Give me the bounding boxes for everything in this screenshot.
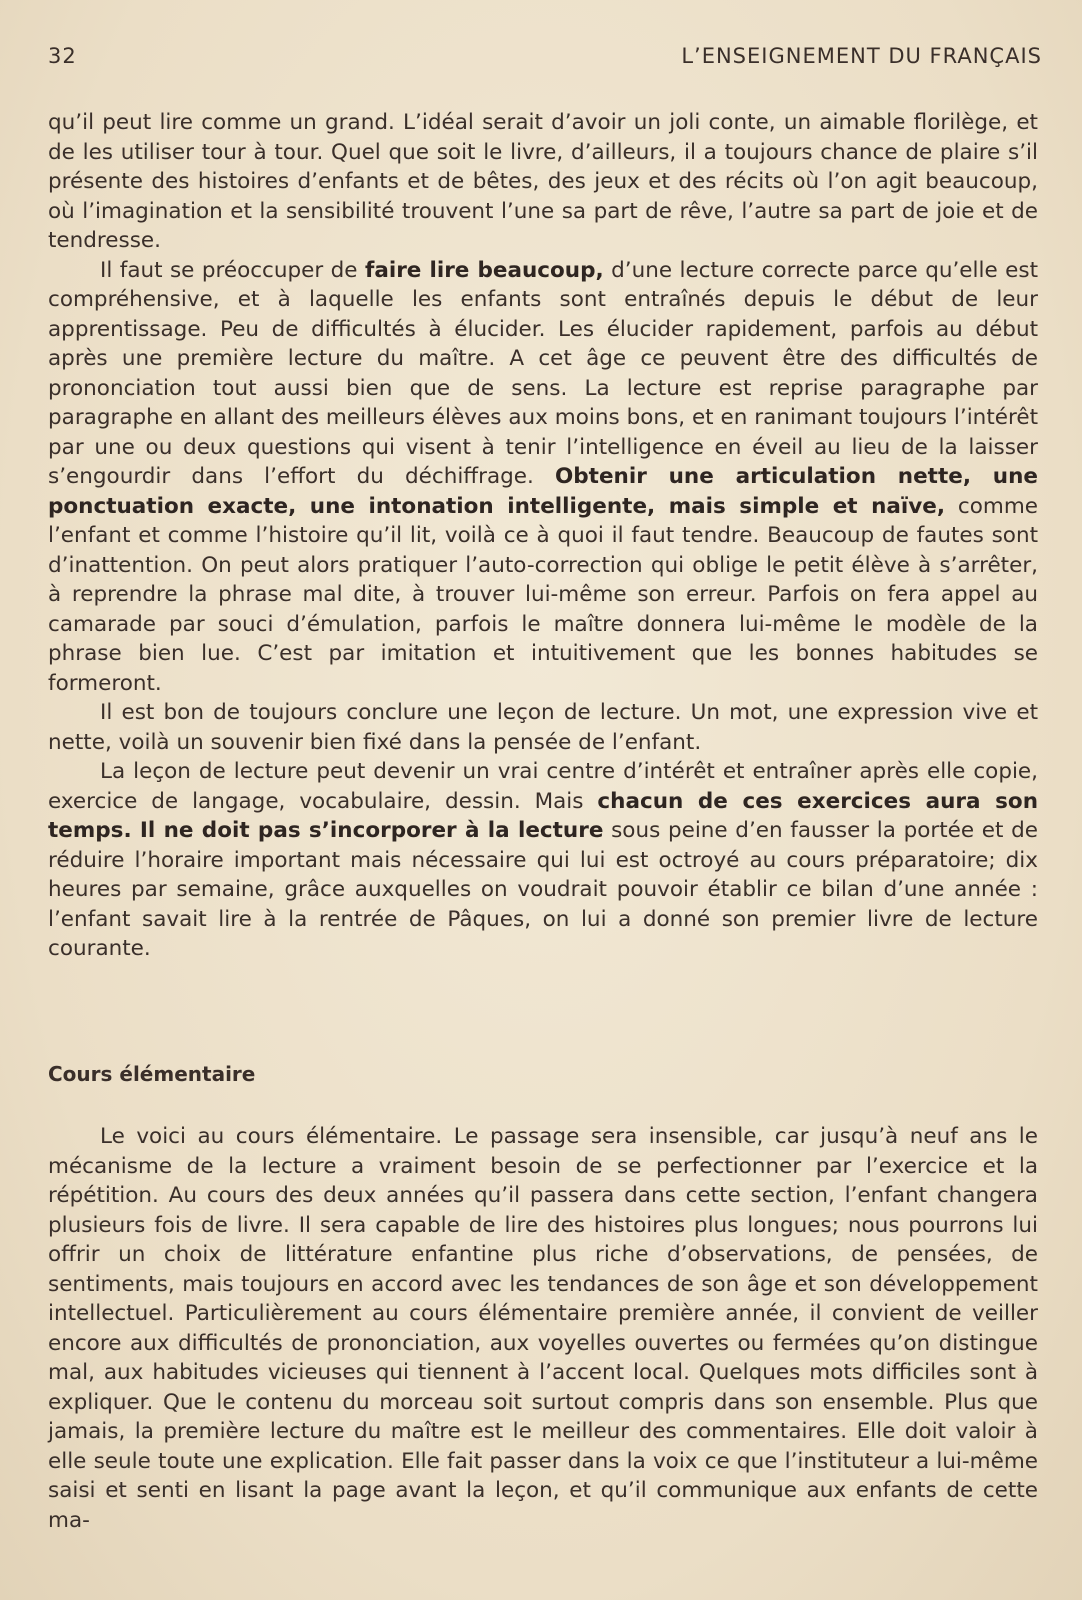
running-title: L’ENSEIGNEMENT DU FRANÇAIS [681,44,1042,68]
paragraph-4-text-a: La leçon de lecture peut devenir un vrai centre d’intérêt et entraîner après elle copie, exercice de langage, vocabulaire, dessin. Mais [48,759,1038,814]
paragraph-2-text-e: comme l’enfant et comme l’histoire qu’il lit, voilà ce à quoi il faut tendre. Beaucoup de fautes sont d’inattention. On peut alors pratiquer l’auto-correction qui oblige le petit élève à s’arrêter, à reprendre la phrase mal dite, à trouver lui-même son erreur. Parfois on fera appel au camarade par souci d’émulation, parfois le maître donnera lui-même le modèle de la phrase bien lue. C’est par imitation et intuitivement que les bonnes habitudes se formeront. [48,493,1038,696]
paragraph-2-emphasis-1: faire lire beaucoup, [364,257,604,283]
paragraph-4-text-c: sous peine d’en fausser la portée et de réduire l’horaire important mais nécessaire qui lui est octroyé au cours préparatoire; dix heures par semaine, grâce auxquelles on voudrait pouvoir établir ce bilan d’une année : l’enfant savait lire à la rentrée de Pâques, on lui a donné son premier livre de lecture courante. [48,818,1038,961]
page-number: 32 [48,44,77,68]
section-title: Cours élémentaire [48,1062,256,1086]
paragraph-4-emphasis: chacun de ces exercices aura son temps. Il ne doit pas s’incorporer à la lecture [48,788,1038,843]
section-cours-elementaire [48,1062,1038,1535]
section-paragraph: Le voici au cours élémentaire. Le passage sera insensible, car jusqu’à neuf ans le mécanisme de la lecture a vraiment besoin de se perfectionner par l’exercice et la répétition. Au cours des deux années qu’il passera dans cette section, l’enfant changera plusieurs fois de livre. Il sera capable de lire des histoires plus longues; nous pourrons lui offrir un choix de littérature enfantine plus riche d’observations, de pensées, de sentiments, mais toujours en accord avec les tendances de son âge et son développement intellectuel. Particulièrement au cours élémentaire première année, il convient de veiller encore aux difficultés de prononciation, aux voyelles ouvertes ou fermées qu’on distingue mal, aux habitudes vicieuses qui tiennent à l’accent local. Quelques mots difficiles sont à expliquer. Que le contenu du morceau soit surtout compris dans son ensemble. Plus que jamais, la première lecture du maître est le meilleur des commentaires. Elle doit valoir à elle seule toute une explication. Elle fait passer dans la voix ce que l’instituteur a lui-même saisi et senti en lisant la page avant la leçon, et qu’il communique aux enfants de cette ma- [48,1124,1038,1533]
paragraph-3: Il est bon de toujours conclure une leçon de lecture. Un mot, une expression vive et nette, voilà un souvenir bien fixé dans la pensée de l’enfant. [48,700,1038,755]
paragraph-2 [48,256,1038,699]
running-head [48,44,1042,68]
body-text [48,108,1038,964]
paragraph-2-text-c: d’une lecture correcte parce qu’elle est compréhensive, et à laquelle les enfants sont entraînés depuis le début de leur apprentissage. Peu de difficultés à élucider. Les élucider rapidement, parfois au début après une première lecture du maître. A cet âge ce peuvent être des difficultés de prononciation tout aussi bien que de sens. La lecture est reprise paragraphe par paragraphe en allant des meilleurs élèves aux moins bons, et en ranimant toujours l’intérêt par une ou deux questions qui visent à tenir l’intelligence en éveil au lieu de la laisser s’engourdir dans l’effort du déchiffrage. [48,257,1039,489]
paragraph-1: qu’il peut lire comme un grand. L’idéal serait d’avoir un joli conte, un aimable florilège, et de les utiliser tour à tour. Quel que soit le livre, d’ailleurs, il a toujours chance de plaire s’il présente des histoires d’enfants et de bêtes, des jeux et des récits où l’on agit beaucoup, où l’imagination et la sensibilité trouvent l’une sa part de rêve, l’autre sa part de joie et de tendresse. [48,110,1038,253]
paragraph-4 [48,757,1038,964]
paragraph-2-emphasis-2: Obtenir une articulation nette, une ponctuation exacte, une intonation intelligente, mais simple et naïve, [48,464,1038,519]
paragraph-2-text-a: Il faut se préoccuper de [100,257,365,283]
